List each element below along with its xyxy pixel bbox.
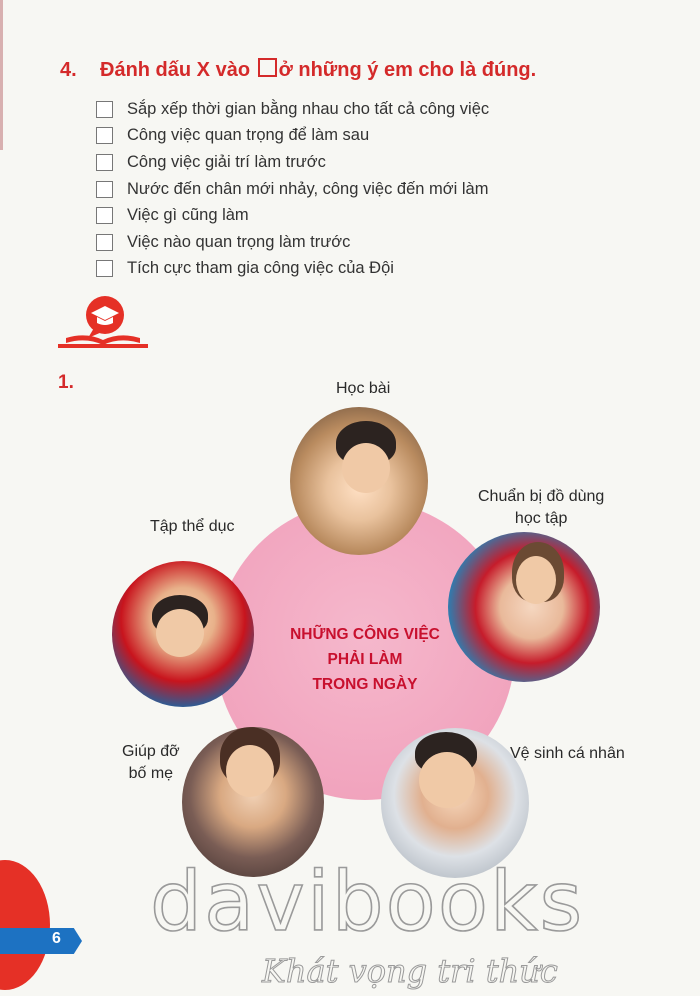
photo-school-supplies	[448, 532, 600, 682]
center-line: NHỮNG CÔNG VIỆC	[290, 626, 440, 643]
label-ve-sinh-ca-nhan: Vệ sinh cá nhân	[510, 745, 625, 762]
section-number: 1.	[58, 372, 74, 393]
page-number-tab	[0, 928, 82, 954]
question-number: 4.	[60, 59, 77, 81]
option-checkbox[interactable]	[96, 234, 113, 251]
option-label: Tích cực tham gia công việc của Đội	[127, 259, 394, 278]
option-checkbox[interactable]	[96, 127, 113, 144]
option-checkbox[interactable]	[96, 181, 113, 198]
option-checkbox[interactable]	[96, 101, 113, 118]
label-line: Chuẩn bị đồ dùng	[478, 488, 605, 505]
option-item	[96, 176, 489, 203]
instruction-box-icon	[258, 58, 277, 77]
page-number: 6	[52, 930, 61, 947]
face	[516, 556, 556, 604]
option-item	[96, 229, 489, 256]
photo-studying	[290, 407, 428, 555]
option-label: Sắp xếp thời gian bằng nhau cho tất cả công việc	[127, 99, 490, 118]
option-label: Công việc quan trọng để làm sau	[127, 126, 370, 145]
label-line: Giúp đỡ	[122, 743, 180, 760]
option-item	[96, 256, 489, 283]
option-checkbox[interactable]	[96, 207, 113, 224]
graduation-cap-chat-icon	[58, 292, 148, 352]
option-checkbox[interactable]	[96, 154, 113, 171]
option-label: Công việc giải trí làm trước	[127, 152, 326, 171]
option-item	[96, 149, 489, 176]
page-edge	[0, 0, 3, 150]
option-label: Nước đến chân mới nhảy, công việc đến mới làm	[127, 179, 489, 198]
face	[226, 745, 274, 797]
label-tap-the-duc: Tập thể dục	[150, 518, 235, 535]
label-giup-do-bo-me	[122, 741, 180, 785]
option-checkbox[interactable]	[96, 260, 113, 277]
instruction-before: Đánh dấu X vào	[100, 59, 251, 81]
corner-decoration	[0, 860, 50, 990]
face	[419, 752, 475, 808]
photo-exercise	[112, 561, 254, 707]
label-line: bố mẹ	[128, 765, 174, 782]
instruction-after: ở những ý em cho là đúng.	[278, 59, 537, 81]
question-4-title	[60, 58, 536, 82]
face	[342, 443, 390, 493]
label-hoc-bai: Học bài	[336, 380, 391, 397]
option-item	[96, 123, 489, 150]
center-line: PHẢI LÀM	[327, 651, 403, 668]
option-label: Việc nào quan trọng làm trước	[127, 232, 351, 251]
watermark-slogan: Khát vọng tri thức	[262, 952, 558, 990]
watermark-brand: davibooks	[150, 855, 585, 950]
option-list	[96, 96, 489, 282]
option-item	[96, 202, 489, 229]
face	[156, 609, 204, 657]
option-item	[96, 96, 489, 123]
center-line: TRONG NGÀY	[312, 676, 418, 693]
option-label: Việc gì cũng làm	[127, 206, 249, 225]
label-line: học tập	[514, 510, 568, 527]
center-title	[255, 622, 475, 697]
open-book-icon	[66, 335, 140, 345]
label-chuan-bi-do-dung	[478, 486, 604, 530]
